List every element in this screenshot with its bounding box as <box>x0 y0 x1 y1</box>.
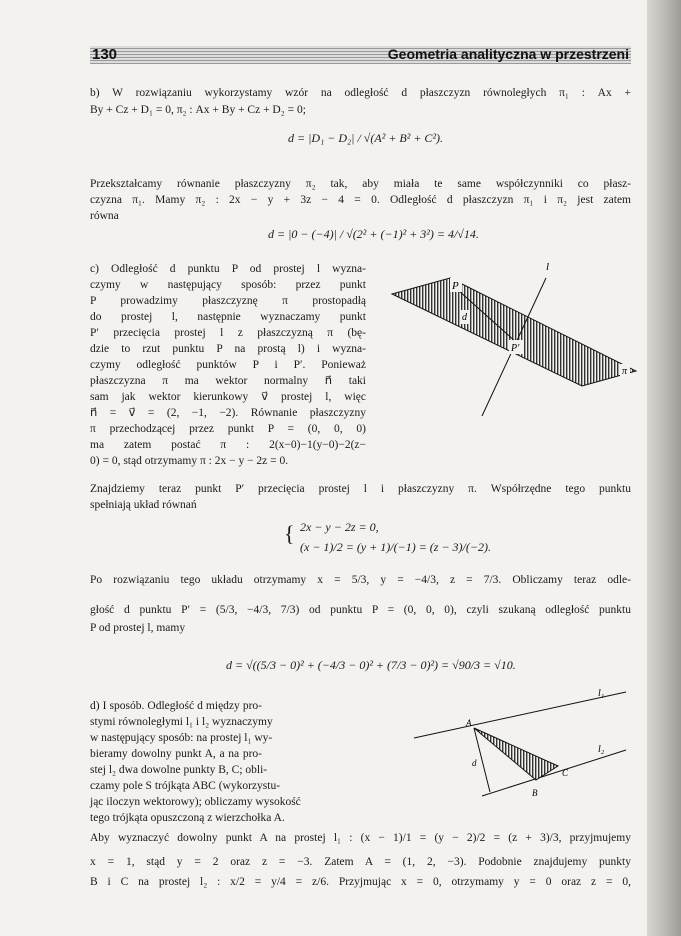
line-l1 <box>414 692 626 738</box>
label-l: l <box>546 261 550 273</box>
label-d: d <box>472 758 477 768</box>
part-c-line-2: czymy w następujący sposób: przez punkt <box>90 279 366 291</box>
plane-pi <box>392 278 636 386</box>
part-d-line-3: w następujący sposób: na prostej l₁ wy- <box>90 732 273 744</box>
parallel-lines-figure <box>412 684 638 818</box>
part-c-line-10: n⃗ = v⃗ = (2, −1, −2). Równanie płaszczyzny <box>90 407 366 419</box>
part-b-line-4: czyzna π₁. Mamy π₂ : 2x − y + 3z − 4 = 0. Odległość d płaszczyzn π₁ i π₂ jest zatem <box>90 194 631 206</box>
part-d-line-5: stej l₂ dwa dowolne punkty B, C; obli- <box>90 764 268 776</box>
part-d-line-8: tego trójkąta opuszczoną z wierzchołka A. <box>90 812 285 824</box>
part-c-line-b: spełniają układ równań <box>90 499 197 511</box>
label-l2: l₂ <box>598 744 605 755</box>
distance-formula-planes: d = |D₁ − D₂| / √(A² + B² + C²). <box>288 131 444 145</box>
part-d-line-2: stymi równoległymi l₁ i l₂ wyznaczymy <box>90 716 273 728</box>
label-b: B <box>532 788 538 798</box>
part-c-line-1: c) Odległość d punktu P od prostej l wyzna- <box>90 263 366 275</box>
label-c: C <box>562 768 569 778</box>
part-c-line-5: P′ przecięcia prostej l z płaszczyzną π (bę- <box>90 327 366 339</box>
running-title: Geometria analityczna w przestrzeni <box>387 46 629 62</box>
part-b-line-3: Przekształcamy równanie płaszczyzny π₂ tak, aby miała te same współczynniki co płasz- <box>90 178 631 190</box>
label-a: A <box>466 718 472 728</box>
part-c-line-4: do prostej l, następnie wyznaczamy punkt <box>90 311 366 323</box>
part-c-line-13: 0) = 0, stąd otrzymamy π : 2x − y − 2z = 0. <box>90 455 289 467</box>
part-d-line-g: x = 1, stąd y = 2 oraz z = −3. Zatem A = (1, 2, −3). Podobnie znajdujemy punkty <box>90 856 631 868</box>
planes-distance-result: d = |0 − (−4)| / √(2² + (−1)² + 3²) = 4/√14. <box>268 227 479 241</box>
label-l1: l₁ <box>598 688 605 699</box>
part-c-line-e: P od prostej l, mamy <box>90 622 186 634</box>
part-b-line-1: b) W rozwiązaniu wykorzystamy wzór na odległość d płaszczyzn równoległych π₁ : Ax + <box>90 87 631 99</box>
part-c-line-7: czymy odległość punktów P i P′. Ponieważ <box>90 359 366 371</box>
part-c-line-9: sam jak wektor kierunkowy v⃗ prostej l, więc <box>90 391 366 403</box>
label-p-prime: P′ <box>511 343 520 354</box>
part-c-line-d: głość d punktu P′ = (5/3, −4/3, 7/3) od punktu P = (0, 0, 0), czyli szukaną odległość punktu <box>90 604 631 616</box>
part-c-line-11: π przechodzącej przez punkt P = (0, 0, 0) <box>90 423 366 435</box>
part-d-line-7: jąc iloczyn wektorowy); obliczamy wysokość <box>90 796 301 808</box>
line-l2 <box>482 750 626 796</box>
part-c-line-a: Znajdziemy teraz punkt P′ przecięcia prostej l i płaszczyzny π. Współrzędne tego punktu <box>90 483 631 495</box>
part-b-line-5: równa <box>90 210 119 222</box>
system-equation-1: 2x − y − 2z = 0, <box>300 520 379 534</box>
part-d-line-4: bieramy dowolny punkt A, a na pro- <box>90 748 262 760</box>
point-distance-formula: d = √((5/3 − 0)² + (−4/3 − 0)² + (7/3 − 0)²) = √90/3 = √10. <box>226 658 516 672</box>
part-d-line-f: Aby wyznaczyć dowolny punkt A na prostej l₁ : (x − 1)/1 = (y − 2)/2 = (z + 3)/3, przyjmujemy <box>90 832 631 844</box>
system-brace: { <box>284 521 295 546</box>
part-c-line-c: Po rozwiązaniu tego układu otrzymamy x = 5/3, y = −4/3, z = 7/3. Obliczamy teraz odle- <box>90 574 631 586</box>
label-d: d <box>462 312 467 323</box>
system-equation-2: (x − 1)/2 = (y + 1)/(−1) = (z − 3)/(−2). <box>300 540 491 554</box>
page-number: 130 <box>92 46 118 63</box>
part-c-line-6: dzie to rzut punktu P na prostą l) i wyzna- <box>90 343 366 355</box>
part-b-line-2: By + Cz + D₁ = 0, π₂ : Ax + By + Cz + D₂ = 0; <box>90 104 306 116</box>
label-p: P <box>452 280 459 292</box>
page-edge-shadow <box>647 0 681 936</box>
plane-line-figure <box>386 260 642 420</box>
triangle-abc <box>474 728 558 780</box>
part-c-line-3: P prowadzimy płaszczyznę π prostopadłą <box>90 295 366 307</box>
part-c-line-12: ma zatem postać π : 2(x−0)−1(y−0)−2(z− <box>90 439 366 451</box>
part-c-line-8: płaszczyzna π ma wektor normalny n⃗ taki <box>90 375 366 387</box>
part-d-line-1: d) I sposób. Odległość d między pro- <box>90 700 262 712</box>
part-d-line-h: B i C na prostej l₂ : x/2 = y/4 = z/6. Przyjmując x = 0, otrzymamy y = 0 oraz z = 0, <box>90 876 631 888</box>
label-pi: π <box>622 366 628 377</box>
part-d-line-6: czamy pole S trójkąta ABC (wykorzystu- <box>90 780 281 792</box>
